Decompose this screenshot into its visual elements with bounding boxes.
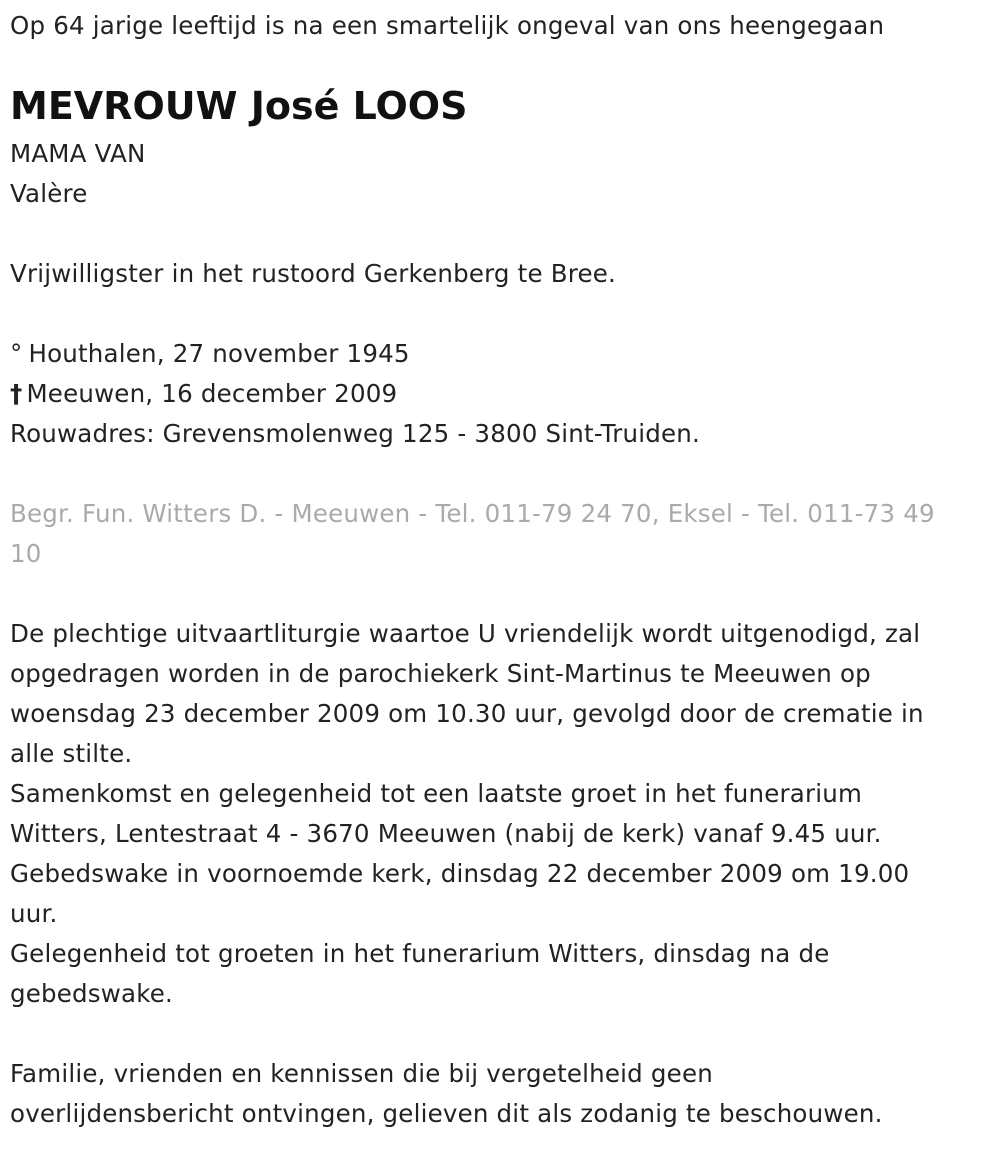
closing-line: Familie, vrienden en kennissen die bij vergetelheid geen (10, 1059, 713, 1088)
death-line (10, 374, 397, 414)
ceremony-line: Gebedswake in voornoemde kerk, dinsdag 22 december 2009 om 19.00 (10, 859, 910, 888)
deceased-name: MEVROUW José LOOS (10, 84, 468, 128)
death-text: Meeuwen, 16 december 2009 (26, 379, 398, 408)
ceremony-line: alle stilte. (10, 739, 133, 768)
cross-icon: † (10, 379, 23, 408)
ceremony-line: Samenkomst en gelegenheid tot een laatste groet in het funerarium (10, 779, 863, 808)
ceremony-line: woensdag 23 december 2009 om 10.30 uur, gevolgd door de crematie in (10, 699, 924, 728)
relation-name: Valère (10, 179, 88, 208)
intro-text: Op 64 jarige leeftijd is na een smartelijk ongeval van ons heengegaan (10, 11, 885, 40)
ceremony-line: Gelegenheid tot groeten in het funerarium Witters, dinsdag na de (10, 939, 830, 968)
ceremony-line: gebedswake. (10, 979, 173, 1008)
mourning-address: Rouwadres: Grevensmolenweg 125 - 3800 Sint-Truiden. (10, 419, 700, 448)
funeral-home-line-2: 10 (10, 539, 42, 568)
birth-symbol-icon: ° (10, 339, 23, 368)
funeral-home-line-1: Begr. Fun. Witters D. - Meeuwen - Tel. 011-79 24 70, Eksel - Tel. 011-73 49 (10, 499, 935, 528)
closing-line: overlijdensbericht ontvingen, gelieven dit als zodanig te beschouwen. (10, 1099, 883, 1128)
ceremony-line: opgedragen worden in de parochiekerk Sint-Martinus te Meeuwen op (10, 659, 871, 688)
birth-text: Houthalen, 27 november 1945 (28, 339, 410, 368)
ceremony-line: uur. (10, 899, 58, 928)
ceremony-line: De plechtige uitvaartliturgie waartoe U vriendelijk wordt uitgenodigd, zal (10, 619, 921, 648)
ceremony-line: Witters, Lentestraat 4 - 3670 Meeuwen (nabij de kerk) vanaf 9.45 uur. (10, 819, 882, 848)
birth-line (10, 334, 410, 374)
description-text: Vrijwilligster in het rustoord Gerkenberg te Bree. (10, 259, 617, 288)
relation-label: MAMA VAN (10, 139, 146, 168)
